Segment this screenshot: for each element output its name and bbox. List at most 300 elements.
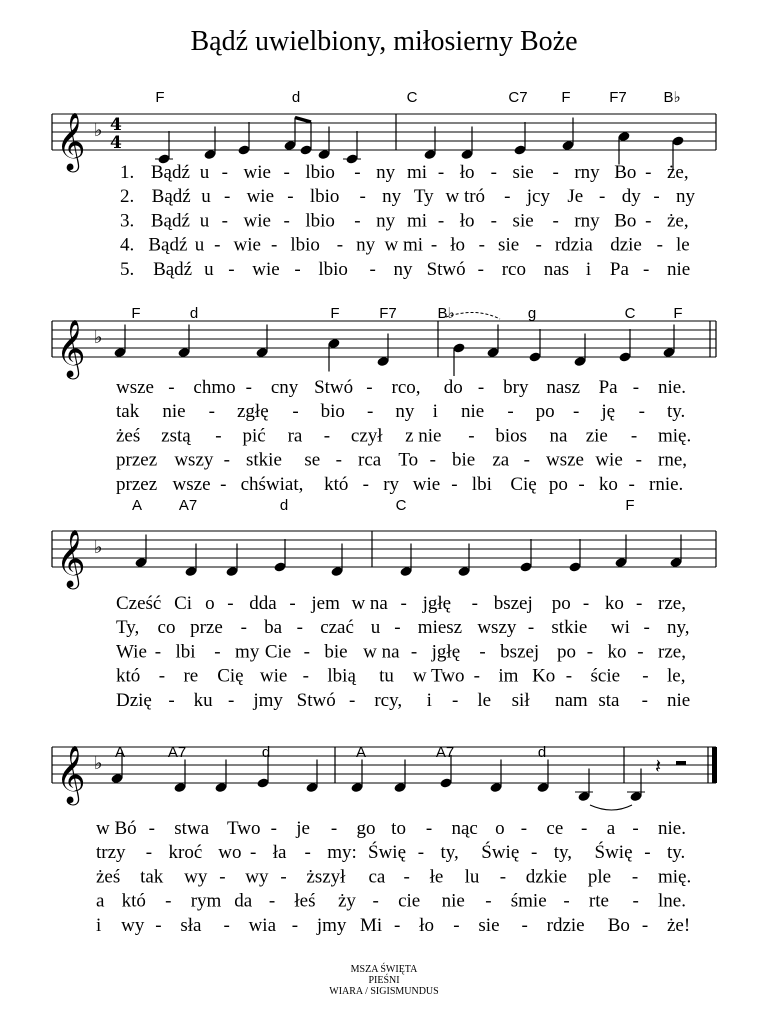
- lyric-syllable: a: [606, 818, 616, 839]
- lyric-syllable: rze,: [658, 641, 686, 663]
- lyric-syllable: -: [637, 641, 644, 663]
- lyric-syllable: -: [400, 593, 407, 614]
- chord-symbol: d: [537, 744, 547, 761]
- lyric-syllable: -: [280, 866, 287, 888]
- lyric-syllable: -: [215, 425, 222, 447]
- lyric-syllable: -: [303, 641, 310, 663]
- treble-clef: 𝄞: [56, 745, 86, 803]
- lyric-syllable: ra: [287, 425, 303, 447]
- chord-symbol: A7: [167, 744, 187, 761]
- lyric-syllable: miesz: [417, 617, 463, 639]
- note-beam: [295, 118, 311, 123]
- lyric-syllable: wy: [245, 866, 269, 888]
- lyric-syllable: Pa: [598, 377, 618, 398]
- lyric-syllable: nie: [441, 890, 465, 912]
- lyric-syllable: -: [221, 162, 228, 183]
- lyric-syllable: Bądź: [150, 210, 190, 232]
- lyric-syllable: -: [631, 866, 639, 888]
- lyric-syllable: -: [270, 234, 278, 256]
- lyric-syllable: -: [468, 425, 475, 447]
- lyric-syllable: u: [194, 234, 205, 256]
- lyric-syllable: -: [635, 593, 643, 614]
- lyric-syllable: i: [426, 689, 432, 711]
- lyric-syllable: -: [323, 425, 331, 447]
- lyric-syllable: -: [477, 258, 484, 280]
- chord-symbol: C7: [508, 89, 528, 106]
- lyric-syllable: Bądź: [150, 162, 190, 183]
- chord-symbol: A: [355, 744, 367, 761]
- lyric-syllable: wie: [246, 186, 275, 208]
- lyric-syllable: mi: [407, 162, 428, 183]
- lyric-syllable: w na: [351, 593, 388, 614]
- lyric-syllable: Świę: [368, 842, 406, 864]
- lyric-syllable: któ: [324, 473, 349, 495]
- time-signature-bottom: 4: [110, 133, 122, 153]
- lyric-syllable: -: [582, 593, 590, 614]
- lyric-syllable: To: [398, 449, 419, 471]
- chord-symbol: F: [625, 497, 635, 514]
- chord-symbol: A: [131, 497, 143, 514]
- lyric-syllable: -: [430, 234, 438, 256]
- lyric-syllable: Cię: [510, 473, 537, 495]
- lyric-syllable: -: [628, 473, 635, 495]
- lyric-syllable: Dzię: [116, 689, 152, 711]
- chord-symbol: F: [155, 89, 165, 106]
- footer-credits: [0, 964, 768, 997]
- footer-line-3: WIARA / SIGISMUNDUS: [329, 986, 439, 997]
- lyric-syllable: Ty: [413, 186, 434, 208]
- lyric-syllable: Bądź: [153, 258, 193, 280]
- lyric-syllable: ko: [607, 641, 627, 663]
- chord-symbol: B♭: [437, 305, 455, 322]
- lyric-syllable: -: [394, 914, 401, 936]
- lyric-syllable: -: [478, 234, 485, 256]
- lyric-syllable: tak: [116, 401, 140, 423]
- lyric-syllable: -: [349, 689, 356, 711]
- lyric-syllable: -: [165, 890, 172, 912]
- lyric-syllable: -: [425, 818, 433, 839]
- lyric-syllable: -: [270, 818, 277, 839]
- lyric-syllable: wie: [412, 473, 441, 495]
- lyric-syllable: nas: [543, 258, 570, 280]
- lyric-syllable: -: [578, 473, 585, 495]
- lyric-syllable: na: [549, 425, 568, 447]
- lyric-syllable: prze: [190, 617, 223, 639]
- lyric-syllable: -: [292, 401, 299, 423]
- lyric-syllable: ce: [546, 818, 564, 839]
- lyric-syllable: mię.: [658, 866, 692, 888]
- lyric-syllable: stkie: [246, 449, 282, 471]
- lyric-syllable: -: [565, 665, 573, 687]
- lyric-syllable: Wie: [116, 641, 147, 663]
- lyric-syllable: zstą: [161, 425, 191, 447]
- lyric-syllable: rze,: [658, 593, 686, 614]
- lyric-syllable: do: [443, 377, 463, 398]
- lyric-syllable: -: [599, 186, 606, 208]
- lyric-syllable: my:: [327, 842, 357, 864]
- lyric-syllable: -: [220, 473, 227, 495]
- lyric-syllable: -: [287, 186, 294, 208]
- lyric-syllable: -: [641, 689, 648, 711]
- lyric-syllable: że!: [667, 914, 691, 936]
- lyric-syllable: stkie: [551, 617, 588, 639]
- staff-system-3: [52, 497, 716, 711]
- lyric-syllable: -: [656, 234, 663, 256]
- lyric-syllable: 3.: [120, 210, 135, 232]
- lyric-syllable: sie: [498, 234, 520, 256]
- lyric-syllable: Cześć: [116, 593, 162, 614]
- lyric-syllable: dda: [249, 593, 277, 614]
- lyric-syllable: ła: [272, 842, 287, 864]
- lyric-syllable: -: [250, 842, 257, 864]
- lyric-syllable: -: [473, 665, 480, 687]
- lyric-syllable: -: [214, 234, 221, 256]
- lyric-syllable: po: [535, 401, 555, 423]
- lyric-syllable: -: [453, 914, 460, 936]
- lyric-syllable: -: [490, 210, 497, 232]
- lyric-syllable: lbi: [175, 641, 196, 663]
- lyric-syllable: przez: [116, 473, 158, 495]
- lyric-syllable: -: [335, 449, 342, 471]
- lyric-syllable: -: [214, 641, 221, 663]
- lyric-syllable: ko: [598, 473, 618, 495]
- lyric-syllable: dy: [621, 186, 641, 208]
- lyric-syllable: ku: [193, 689, 213, 711]
- lyric-syllable: im: [498, 665, 519, 687]
- lyric-syllable: -: [410, 641, 418, 663]
- chord-symbol: d: [261, 744, 271, 761]
- chord-symbol: g: [527, 305, 537, 322]
- lyric-syllable: -: [158, 665, 166, 687]
- lyric-syllable: cie: [398, 890, 421, 912]
- lyric-syllable: kroć: [168, 842, 203, 864]
- lyric-syllable: u: [204, 258, 214, 280]
- lyric-syllable: bio: [320, 401, 345, 423]
- lyric-syllable: -: [221, 210, 228, 232]
- treble-clef: 𝄞: [56, 529, 86, 587]
- lyric-syllable: o: [495, 818, 505, 839]
- lyric-syllable: Mi: [359, 914, 383, 936]
- lyric-syllable: -: [642, 258, 650, 280]
- lyric-syllable: że,: [667, 162, 689, 183]
- lyric-syllable: -: [359, 186, 366, 208]
- lyric-syllable: -: [531, 842, 538, 864]
- lyric-syllable: -: [523, 449, 530, 471]
- lyric-syllable: ję: [601, 401, 616, 423]
- lyric-syllable: bios: [495, 425, 528, 447]
- lyric-syllable: Stwó: [296, 689, 336, 711]
- lyric-syllable: -: [227, 593, 234, 614]
- lyric-syllable: -: [479, 641, 486, 663]
- lyric-syllable: sta: [598, 689, 620, 711]
- lyric-syllable: łe: [429, 866, 444, 888]
- lyric-syllable: -: [403, 866, 410, 888]
- lyric-syllable: w mi: [384, 234, 424, 256]
- lyric-syllable: Bądź: [151, 186, 191, 208]
- lyric-syllable: ple: [587, 866, 612, 888]
- chord-symbol: F7: [609, 89, 627, 106]
- lyric-syllable: to: [391, 818, 406, 839]
- chord-symbol: F: [330, 305, 340, 322]
- lyric-syllable: -: [240, 617, 247, 639]
- lyric-syllable: -: [645, 210, 652, 232]
- lyric-syllable: dzkie: [525, 866, 567, 888]
- lyric-syllable: wie: [252, 258, 280, 280]
- lyric-syllable: że,: [667, 210, 689, 232]
- lyric-syllable: Je: [567, 186, 584, 208]
- lyric-syllable: jcy: [526, 186, 550, 208]
- treble-clef: 𝄞: [56, 319, 86, 377]
- lyric-syllable: wo: [218, 842, 242, 864]
- lyric-syllable: -: [521, 914, 528, 936]
- lyric-syllable: -: [168, 689, 175, 711]
- lyric-syllable: -: [563, 890, 570, 912]
- lyric-syllable: ny: [356, 234, 376, 256]
- lyric-syllable: nie.: [658, 377, 686, 398]
- lyric-syllable: -: [245, 377, 252, 398]
- lyric-syllable: -: [520, 818, 528, 839]
- key-flat: ♭: [94, 753, 103, 774]
- lyric-syllable: nie: [667, 258, 691, 280]
- lyric-syllable: rny: [574, 162, 600, 183]
- lyric-syllable: -: [330, 818, 338, 839]
- lyric-syllable: -: [208, 401, 215, 423]
- lyric-syllable: -: [223, 449, 230, 471]
- lyric-syllable: tu: [379, 665, 394, 687]
- lyric-syllable: ło: [419, 914, 434, 936]
- lyric-syllable: rny: [574, 210, 600, 232]
- lyric-syllable: -: [228, 258, 235, 280]
- lyric-syllable: wszy: [174, 449, 214, 471]
- lyric-syllable: -: [641, 914, 649, 936]
- lyric-syllable: rne,: [658, 449, 688, 471]
- treble-clef: 𝄞: [56, 112, 86, 170]
- lyric-syllable: ście: [590, 665, 621, 687]
- lyric-syllable: -: [452, 689, 459, 711]
- lyric-syllable: le: [676, 234, 690, 256]
- lyric-syllable: w Two: [412, 665, 465, 687]
- lyric-syllable: w Bó: [96, 818, 137, 839]
- lyric-syllable: sie: [512, 162, 534, 183]
- chord-symbol: d: [279, 497, 289, 514]
- lyric-syllable: wie: [233, 234, 261, 256]
- lyric-syllable: -: [638, 401, 645, 423]
- lyric-syllable: -: [632, 818, 639, 839]
- lyric-syllable: u: [199, 162, 210, 183]
- lyric-syllable: wsze: [172, 473, 211, 495]
- lyric-syllable: rnie.: [649, 473, 684, 495]
- lyric-syllable: bie: [324, 641, 348, 663]
- lyric-syllable: wszy: [477, 617, 517, 639]
- lyric-syllable: -: [485, 890, 492, 912]
- lyric-syllable: czać: [320, 617, 354, 639]
- lyric-syllable: jmy: [253, 689, 283, 711]
- lyric-syllable: wia: [248, 914, 277, 936]
- lyric-syllable: chświat,: [240, 473, 304, 495]
- key-flat: ♭: [94, 120, 103, 141]
- lyric-syllable: -: [437, 162, 445, 183]
- lyric-syllable: jem: [311, 593, 340, 614]
- lyric-syllable: Stwó: [426, 258, 466, 280]
- lyric-syllable: bie: [452, 449, 476, 471]
- lyric-syllable: ca: [368, 866, 386, 888]
- lyric-syllable: 5.: [120, 258, 135, 280]
- lyric-syllable: ty,: [553, 842, 573, 864]
- lyric-syllable: -: [366, 377, 373, 398]
- lyric-syllable: rdzia: [554, 234, 593, 256]
- lyric-syllable: nie: [667, 689, 691, 711]
- lyric-syllable: nąc: [451, 818, 478, 839]
- lyric-syllable: co: [157, 617, 176, 639]
- lyric-syllable: -: [354, 162, 361, 183]
- lyric-syllable: Two: [226, 818, 261, 839]
- lyric-syllable: 2.: [120, 186, 135, 208]
- lyric-syllable: zie: [585, 425, 608, 447]
- lyric-syllable: rym: [190, 890, 222, 912]
- lyric-syllable: u: [370, 617, 381, 639]
- lyric-syllable: -: [289, 593, 296, 614]
- lyric-syllable: Bo: [607, 914, 630, 936]
- lyric-syllable: nasz: [546, 377, 581, 398]
- lyric-syllable: wy: [184, 866, 208, 888]
- lyric-syllable: u: [201, 186, 211, 208]
- time-signature-top: 4: [110, 115, 122, 135]
- lyric-syllable: -: [552, 162, 559, 183]
- lyric-syllable: po: [551, 593, 571, 614]
- lyric-syllable: ny: [676, 186, 695, 208]
- lyric-syllable: -: [283, 210, 290, 232]
- lyric-syllable: tak: [140, 866, 164, 888]
- lyric-syllable: -: [429, 449, 436, 471]
- lyric-syllable: -: [586, 641, 594, 663]
- lyric-syllable: re: [183, 665, 199, 687]
- lyric-syllable: -: [372, 890, 379, 912]
- lyric-syllable: mi: [407, 210, 428, 232]
- lyric-syllable: z nie: [405, 425, 442, 447]
- chord-symbol: F7: [379, 305, 397, 322]
- lyric-syllable: Świę: [594, 842, 633, 864]
- lyric-syllable: ny,: [667, 617, 690, 639]
- lyric-syllable: po: [556, 641, 576, 663]
- lyric-syllable: Stwó: [314, 377, 354, 398]
- lyric-syllable: nie: [162, 401, 186, 423]
- lyric-syllable: rte: [588, 890, 609, 912]
- lyric-syllable: cny: [270, 377, 299, 398]
- lyric-syllable: i: [432, 401, 438, 423]
- lyric-syllable: lbią: [327, 665, 356, 687]
- lyric-syllable: -: [552, 210, 559, 232]
- lyric-syllable: se: [304, 449, 321, 471]
- lyric-syllable: -: [490, 162, 497, 183]
- lyric-syllable: Pa: [609, 258, 629, 280]
- lyric-syllable: -: [296, 617, 303, 639]
- lyric-syllable: ty,: [440, 842, 459, 864]
- lyric-syllable: go: [356, 818, 376, 839]
- lyric-syllable: Bo: [614, 210, 637, 232]
- lyric-syllable: zgłę: [237, 401, 269, 423]
- lyric-syllable: w na: [363, 641, 400, 663]
- chord-symbol: C: [406, 89, 418, 106]
- lyric-syllable: -: [154, 641, 162, 663]
- final-barline: [712, 747, 717, 783]
- lyric-syllable: Ko: [532, 665, 556, 687]
- lyric-syllable: dzie: [610, 234, 642, 256]
- chord-symbol: A7: [178, 497, 198, 514]
- lyric-syllable: ny: [376, 210, 396, 232]
- footer-line-1: MSZA ŚWIĘTA: [350, 964, 418, 975]
- lyric-syllable: -: [145, 842, 153, 864]
- lyric-syllable: któ: [116, 665, 141, 687]
- lyric-syllable: -: [504, 186, 511, 208]
- chord-symbol: A: [114, 744, 126, 761]
- lyric-syllable: Bądź: [148, 234, 188, 256]
- lyric-syllable: bszej: [493, 593, 533, 614]
- lyric-syllable: rdzie: [546, 914, 585, 936]
- lyric-syllable: Bo: [614, 162, 637, 183]
- chord-symbol: d: [189, 305, 199, 322]
- lyric-syllable: lbi: [471, 473, 492, 495]
- footer-line-2: PIEŚNI: [368, 975, 400, 986]
- lyric-syllable: jmy: [316, 914, 347, 936]
- lyric-syllable: pić: [242, 425, 266, 447]
- lyric-syllable: -: [394, 617, 401, 639]
- lyric-syllable: jgłę: [422, 593, 452, 614]
- lyric-syllable: lne.: [658, 890, 686, 912]
- chord-symbol: F: [673, 305, 683, 322]
- page-title: Bądź uwielbiony, miłosierny Boże: [190, 26, 578, 57]
- lyric-syllable: -: [437, 210, 445, 232]
- lyric-syllable: 4.: [120, 234, 135, 256]
- lyric-syllable: -: [642, 665, 649, 687]
- staff-system-2: [52, 305, 716, 495]
- lyric-syllable: -: [291, 914, 299, 936]
- lyric-syllable: i: [585, 258, 592, 280]
- lyric-syllable: lbio: [305, 210, 335, 232]
- lyric-syllable: nie: [461, 401, 485, 423]
- lyric-syllable: rco,: [391, 377, 421, 398]
- lyric-syllable: -: [643, 617, 650, 639]
- lyric-syllable: -: [223, 914, 230, 936]
- lyric-syllable: ny: [382, 186, 402, 208]
- lyric-syllable: sie: [512, 210, 534, 232]
- lyric-syllable: -: [527, 617, 535, 639]
- lyric-syllable: -: [417, 842, 425, 864]
- lyric-syllable: nie.: [658, 818, 686, 839]
- lyric-syllable: przez: [116, 449, 158, 471]
- lyric-syllable: ży: [337, 890, 356, 912]
- lyric-syllable: ny: [393, 258, 413, 280]
- lyric-syllable: rco: [501, 258, 526, 280]
- lyric-syllable: wie: [243, 210, 271, 232]
- lyric-syllable: my: [235, 641, 260, 663]
- lyric-syllable: Ci: [174, 593, 193, 614]
- lyric-syllable: -: [168, 377, 175, 398]
- lyric-syllable: -: [367, 401, 374, 423]
- tie: [590, 805, 632, 810]
- lyric-syllable: trzy: [96, 842, 126, 864]
- lyric-syllable: ny: [376, 162, 396, 183]
- lyric-syllable: wsze: [116, 377, 154, 398]
- lyric-syllable: -: [336, 234, 344, 256]
- lyric-syllable: żeś: [96, 866, 121, 888]
- lyric-syllable: a: [96, 890, 105, 912]
- lyric-syllable: lbio: [318, 258, 348, 280]
- lyric-syllable: śmie: [510, 890, 547, 912]
- lyric-syllable: i: [96, 914, 102, 936]
- lyric-syllable: jgłę: [431, 641, 461, 663]
- lyric-syllable: wi: [610, 617, 630, 639]
- lyric-syllable: -: [581, 818, 588, 839]
